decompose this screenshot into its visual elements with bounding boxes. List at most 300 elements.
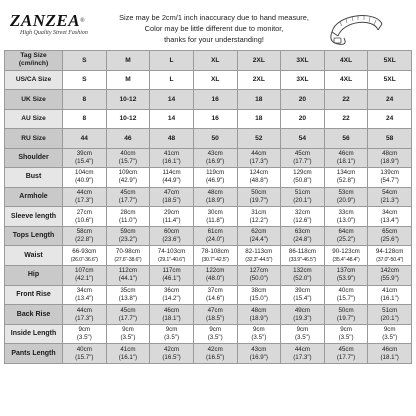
measure-inch-value: (40.9")	[75, 177, 94, 185]
measure-cell	[106, 168, 150, 188]
measure-cell	[63, 324, 107, 344]
size-cell: 24	[368, 90, 412, 110]
note-line-1: Size may be 2cm/1 inch inaccuracy due to hand measure,	[119, 13, 309, 22]
measure-cell	[106, 187, 150, 207]
measure-cell	[237, 285, 281, 305]
measure-row-inside-length	[5, 324, 412, 344]
size-cell: 10-12	[106, 90, 150, 110]
measure-inch-value: (15.4")	[75, 157, 94, 165]
measure-cm-value: 109cm	[118, 169, 138, 177]
measure-cell	[324, 148, 368, 168]
measure-cell	[106, 344, 150, 364]
measure-inch-value: (16.9")	[206, 157, 225, 165]
measure-inch-value: (30.7"-42.5")	[201, 256, 229, 263]
measure-row-back-rise	[5, 305, 412, 325]
measure-inch-value: (17.7")	[336, 353, 356, 361]
measure-inch-value: (33.9"-46.5")	[288, 256, 316, 263]
measure-inch-value: (29.1"-40.6")	[158, 256, 186, 263]
measure-inch-value: (10.6")	[75, 216, 94, 224]
size-cell: XL	[193, 51, 237, 71]
measure-cell	[324, 324, 368, 344]
measure-inch-value: (21.3")	[380, 196, 399, 204]
measure-cm-value: 41cm	[382, 286, 398, 294]
measure-row-label: Hip	[5, 266, 63, 286]
measure-cm-value: 49cm	[294, 306, 310, 314]
measure-cell	[150, 324, 194, 344]
size-cell: 54	[281, 129, 325, 149]
measure-cell	[63, 246, 107, 266]
measure-cell	[106, 266, 150, 286]
measure-cell	[193, 207, 237, 227]
measure-inch-value: (16.9")	[249, 353, 268, 361]
measure-cm-value: 90-123cm	[332, 247, 360, 255]
measure-cm-value: 61cm	[207, 228, 223, 236]
measure-cm-value: 37cm	[207, 286, 223, 294]
brand-logo	[10, 12, 102, 37]
measure-cm-value: 60cm	[163, 228, 180, 236]
measure-inch-value: (3.5")	[164, 334, 180, 342]
measure-cm-value: 62cm	[251, 228, 267, 236]
measure-inch-value: (16.5")	[162, 353, 181, 361]
size-row-uk-size	[5, 90, 412, 110]
measure-cm-value: 35cm	[120, 286, 136, 294]
measure-cm-value: 45cm	[294, 149, 310, 157]
measure-cell	[324, 266, 368, 286]
measure-inch-value: (3.5")	[382, 334, 398, 342]
measure-cm-value: 47cm	[163, 188, 180, 196]
measure-cm-value: 117cm	[162, 267, 181, 275]
measure-cell	[237, 344, 281, 364]
measure-cell	[237, 246, 281, 266]
measure-inch-value: (25.2")	[336, 236, 356, 244]
measure-row-bust	[5, 168, 412, 188]
measure-cell	[193, 168, 237, 188]
measure-inch-value: (13.8")	[118, 294, 138, 302]
measure-cm-value: 40cm	[120, 149, 136, 157]
measure-cell	[193, 226, 237, 246]
measure-inch-value: (19.3")	[293, 314, 312, 322]
measuring-tape-icon	[324, 4, 390, 48]
measure-cm-value: 32cm	[294, 208, 310, 216]
measure-inch-value: (11.0")	[118, 216, 137, 224]
measure-cm-value: 41cm	[120, 345, 136, 353]
measure-cm-value: 70-98cm	[115, 247, 140, 255]
measure-cell	[368, 344, 412, 364]
measure-cell	[193, 266, 237, 286]
size-cell: 3XL	[281, 51, 325, 71]
measure-cm-value: 124cm	[249, 169, 269, 177]
size-cell: 5XL	[368, 51, 412, 71]
measure-cell	[324, 285, 368, 305]
brand-tagline: High Quality Street Fashion	[20, 30, 88, 36]
measure-cell	[63, 207, 107, 227]
measure-cm-value: 44cm	[76, 306, 92, 314]
disclaimer-notes	[104, 12, 324, 45]
measure-inch-value: (46.9")	[206, 177, 225, 185]
measure-cell	[237, 187, 281, 207]
size-cell: 16	[193, 109, 237, 129]
measure-cell	[281, 344, 325, 364]
measure-cell	[368, 246, 412, 266]
measure-cm-value: 9cm	[383, 326, 396, 334]
measure-cm-value: 42cm	[207, 345, 223, 353]
measure-inch-value: (48.8")	[249, 177, 268, 185]
measure-cm-value: 48cm	[382, 149, 398, 157]
measure-cm-value: 46cm	[163, 306, 180, 314]
size-cell: 24	[368, 109, 412, 129]
measure-inch-value: (16.1")	[118, 353, 138, 361]
measure-inch-value: (44.9")	[162, 177, 181, 185]
size-cell: 58	[368, 129, 412, 149]
measure-inch-value: (44.1")	[118, 275, 138, 283]
measure-inch-value: (50.8")	[293, 177, 312, 185]
size-row-tag-size-cm-inch	[5, 51, 412, 71]
measure-cm-value: 42cm	[163, 345, 180, 353]
measure-cm-value: 53cm	[338, 188, 354, 196]
size-cell: 20	[281, 90, 325, 110]
measure-cell	[193, 246, 237, 266]
measure-cm-value: 139cm	[380, 169, 399, 177]
size-cell: 4XL	[324, 70, 368, 90]
size-cell: 22	[324, 109, 368, 129]
measure-cell	[193, 344, 237, 364]
measure-inch-value: (35.4"-48.4")	[332, 256, 360, 263]
size-cell: S	[63, 70, 107, 90]
measure-cm-value: 94-128cm	[375, 247, 404, 255]
size-row-label: US/CA Size	[5, 70, 63, 90]
measure-cm-value: 137cm	[336, 267, 356, 275]
measure-inch-value: (17.7")	[118, 196, 138, 204]
measure-cm-value: 9cm	[296, 326, 309, 334]
measure-row-shoulder	[5, 148, 412, 168]
measure-inch-value: (18.9")	[249, 314, 268, 322]
measure-inch-value: (46.1")	[162, 275, 181, 283]
measure-inch-value: (3.5")	[338, 334, 354, 342]
measure-inch-value: (15.7")	[75, 353, 94, 361]
size-cell: 56	[324, 129, 368, 149]
size-cell: 8	[63, 109, 107, 129]
measure-cm-value: 43cm	[207, 149, 223, 157]
measure-row-label: Front Rise	[5, 285, 63, 305]
measure-inch-value: (13.0")	[336, 216, 356, 224]
size-cell: 4XL	[324, 51, 368, 71]
measure-cell	[281, 266, 325, 286]
size-cell: 2XL	[237, 51, 281, 71]
measure-inch-value: (26.0"-36.6")	[70, 256, 98, 263]
measure-cell	[106, 226, 150, 246]
measure-row-pants-length	[5, 344, 412, 364]
measure-cm-value: 65cm	[382, 228, 398, 236]
measure-inch-value: (11.4")	[162, 216, 181, 224]
measure-cm-value: 50cm	[251, 188, 267, 196]
size-cell: M	[106, 70, 150, 90]
measure-inch-value: (16.1")	[162, 157, 181, 165]
measure-inch-value: (48.0")	[206, 275, 225, 283]
measure-cm-value: 112cm	[118, 267, 137, 275]
measure-cm-value: 48cm	[251, 306, 267, 314]
measure-cm-value: 127cm	[249, 267, 269, 275]
measure-cm-value: 50cm	[338, 306, 354, 314]
measure-inch-value: (18.5")	[206, 314, 225, 322]
measure-cm-value: 39cm	[76, 149, 92, 157]
measure-cm-value: 119cm	[206, 169, 225, 177]
measure-cm-value: 39cm	[294, 286, 310, 294]
measure-inch-value: (17.3")	[75, 314, 94, 322]
measure-row-front-rise	[5, 285, 412, 305]
measure-cm-value: 27cm	[76, 208, 92, 216]
size-cell: 44	[63, 129, 107, 149]
measure-cm-value: 47cm	[207, 306, 223, 314]
measure-cell	[150, 148, 194, 168]
measure-cm-value: 129cm	[293, 169, 312, 177]
measure-cm-value: 9cm	[122, 326, 134, 334]
measure-row-label: Armhole	[5, 187, 63, 207]
measure-cm-value: 34cm	[382, 208, 398, 216]
measure-cm-value: 46cm	[338, 149, 354, 157]
size-cell: 2XL	[237, 70, 281, 90]
measure-inch-value: (52.0")	[293, 275, 312, 283]
measure-inch-value: (16.5")	[206, 353, 225, 361]
measure-cm-value: 38cm	[251, 286, 267, 294]
measure-inch-value: (15.7")	[336, 294, 356, 302]
measure-cm-value: 107cm	[75, 267, 94, 275]
measure-cm-value: 51cm	[382, 306, 398, 314]
measure-cell	[63, 285, 107, 305]
measure-row-label: Sleeve length	[5, 207, 63, 227]
measure-cm-value: 9cm	[78, 326, 91, 334]
size-cell: 46	[106, 129, 150, 149]
measure-cm-value: 104cm	[75, 169, 94, 177]
measure-cell	[63, 148, 107, 168]
measure-cm-value: 44cm	[294, 345, 310, 353]
measure-inch-value: (54.7")	[380, 177, 399, 185]
measure-inch-value: (42.1")	[75, 275, 94, 283]
measure-cm-value: 33cm	[338, 208, 354, 216]
measure-cell	[281, 246, 325, 266]
measure-cell	[324, 187, 368, 207]
measure-cm-value: 58cm	[76, 228, 92, 236]
measure-cm-value: 44cm	[76, 188, 92, 196]
measure-cm-value: 51cm	[294, 188, 310, 196]
measure-cell	[106, 207, 150, 227]
measure-cell	[281, 324, 325, 344]
measure-inch-value: (55.9")	[380, 275, 399, 283]
size-cell: 3XL	[281, 70, 325, 90]
measure-inch-value: (18.1")	[380, 353, 399, 361]
measure-cell	[281, 148, 325, 168]
size-cell: 8	[63, 90, 107, 110]
measure-cell	[193, 324, 237, 344]
size-cell: XL	[193, 70, 237, 90]
size-chart-table	[4, 50, 412, 364]
size-cell: 52	[237, 129, 281, 149]
measure-inch-value: (17.3")	[75, 196, 94, 204]
measure-cell	[281, 226, 325, 246]
measure-cm-value: 63cm	[294, 228, 310, 236]
measure-cell	[237, 168, 281, 188]
measure-cm-value: 45cm	[338, 345, 354, 353]
measure-cell	[63, 266, 107, 286]
measure-cm-value: 142cm	[380, 267, 399, 275]
measure-cell	[193, 285, 237, 305]
measure-cell	[150, 266, 194, 286]
measure-inch-value: (17.3")	[293, 353, 312, 361]
measure-inch-value: (13.4")	[380, 216, 399, 224]
measure-cell	[368, 266, 412, 286]
measure-cm-value: 40cm	[76, 345, 92, 353]
measure-cell	[368, 305, 412, 325]
measure-cell	[237, 305, 281, 325]
measure-cell	[150, 285, 194, 305]
measure-cell	[193, 305, 237, 325]
measure-cell	[193, 148, 237, 168]
measure-cell	[63, 187, 107, 207]
measure-row-label: Inside Length	[5, 324, 63, 344]
measure-cell	[237, 324, 281, 344]
measure-cm-value: 41cm	[163, 149, 180, 157]
measure-inch-value: (17.7")	[118, 314, 138, 322]
measure-inch-value: (24.8")	[293, 236, 312, 244]
registered-mark: ®	[80, 18, 86, 24]
measure-cell	[237, 266, 281, 286]
size-cell: 14	[150, 109, 194, 129]
measure-row-label: Pants Length	[5, 344, 63, 364]
measure-cell	[281, 285, 325, 305]
measure-inch-value: (20.1")	[293, 196, 312, 204]
measure-inch-value: (3.5")	[207, 334, 223, 342]
measure-cm-value: 9cm	[209, 326, 222, 334]
measure-inch-value: (18.1")	[336, 157, 356, 165]
measure-cell	[281, 305, 325, 325]
measurement-rows	[5, 148, 412, 364]
measure-row-armhole	[5, 187, 412, 207]
measure-cm-value: 59cm	[120, 228, 136, 236]
measure-cell	[63, 305, 107, 325]
measure-cm-value: 54cm	[382, 188, 398, 196]
measure-cell	[324, 226, 368, 246]
size-cell: L	[150, 51, 194, 71]
measure-inch-value: (18.5")	[162, 196, 181, 204]
measure-inch-value: (15.4")	[293, 294, 312, 302]
measure-cm-value: 64cm	[338, 228, 354, 236]
size-row-ru-size	[5, 129, 412, 149]
measure-cm-value: 36cm	[163, 286, 180, 294]
measure-inch-value: (20.9")	[336, 196, 356, 204]
size-row-label: UK Size	[5, 90, 63, 110]
measure-inch-value: (16.1")	[380, 294, 399, 302]
size-row-au-size	[5, 109, 412, 129]
measure-inch-value: (12.2")	[249, 216, 268, 224]
size-row-label: Tag Size (cm/inch)	[5, 51, 63, 71]
measure-cm-value: 9cm	[340, 326, 352, 334]
measure-cell	[368, 148, 412, 168]
size-cell: L	[150, 70, 194, 90]
measure-row-label: Bust	[5, 168, 63, 188]
measure-cell	[150, 168, 194, 188]
measure-inch-value: (3.5")	[251, 334, 267, 342]
measure-cell	[106, 148, 150, 168]
size-chart-header	[4, 4, 412, 50]
measure-cm-value: 82-113cm	[245, 247, 273, 255]
measure-cm-value: 122cm	[205, 267, 225, 275]
measure-inch-value: (20.1")	[380, 314, 399, 322]
measure-cell	[150, 187, 194, 207]
measure-cm-value: 29cm	[163, 208, 180, 216]
measure-cell	[150, 226, 194, 246]
measure-inch-value: (14.2")	[162, 294, 181, 302]
measure-cm-value: 34cm	[76, 286, 92, 294]
measure-cell	[281, 187, 325, 207]
measure-cell	[281, 207, 325, 227]
size-row-label: RU Size	[5, 129, 63, 149]
measure-inch-value: (11.8")	[206, 216, 225, 224]
measure-cm-value: 40cm	[338, 286, 354, 294]
size-cell: 50	[193, 129, 237, 149]
measure-inch-value: (24.4")	[249, 236, 268, 244]
measure-row-label: Tops Length	[5, 226, 63, 246]
measure-cell	[63, 344, 107, 364]
brand-name: ZANZEA	[10, 11, 81, 30]
measure-inch-value: (52.8")	[336, 177, 356, 185]
measure-cell	[324, 246, 368, 266]
measure-cm-value: 86-118cm	[288, 247, 316, 255]
note-line-2: Color may be little different due to monitor,	[144, 24, 284, 33]
measure-cm-value: 48cm	[207, 188, 223, 196]
size-cell: S	[63, 51, 107, 71]
measure-cell	[324, 305, 368, 325]
measure-inch-value: (15.7")	[118, 157, 138, 165]
measure-cm-value: 9cm	[165, 326, 178, 334]
measure-cell	[193, 187, 237, 207]
measure-inch-value: (32.3"-44.5")	[245, 256, 273, 263]
size-row-us-ca-size	[5, 70, 412, 90]
measure-cell	[237, 207, 281, 227]
measure-cm-value: 28cm	[120, 208, 136, 216]
measure-cell	[106, 246, 150, 266]
measure-row-label: Waist	[5, 246, 63, 266]
measure-cm-value: 134cm	[336, 169, 356, 177]
measure-row-waist	[5, 246, 412, 266]
measure-cell	[368, 168, 412, 188]
measure-inch-value: (17.7")	[293, 157, 312, 165]
measure-cm-value: 78-108cm	[201, 247, 229, 255]
size-cell: 48	[150, 129, 194, 149]
measure-cm-value: 44cm	[251, 149, 267, 157]
measure-cell	[106, 324, 150, 344]
measure-cm-value: 66-93cm	[72, 247, 97, 255]
measure-cm-value: 132cm	[293, 267, 312, 275]
measure-inch-value: (53.9")	[336, 275, 356, 283]
note-line-3: thanks for your understanding!	[164, 35, 264, 44]
measure-cell	[106, 285, 150, 305]
measure-inch-value: (18.9")	[206, 196, 225, 204]
measure-cm-value: 43cm	[251, 345, 267, 353]
measure-cell	[150, 305, 194, 325]
size-cell: 20	[281, 109, 325, 129]
measure-inch-value: (15.0")	[249, 294, 268, 302]
measure-cell	[368, 187, 412, 207]
measure-cm-value: 45cm	[120, 306, 136, 314]
measure-inch-value: (3.5")	[76, 334, 92, 342]
size-row-label: AU Size	[5, 109, 63, 129]
measure-cell	[150, 207, 194, 227]
measure-cell	[324, 168, 368, 188]
measure-inch-value: (37.0"-50.4")	[376, 256, 404, 263]
measure-inch-value: (27.6"-38.6")	[114, 256, 142, 263]
measure-inch-value: (18.9")	[380, 157, 399, 165]
measure-row-label: Shoulder	[5, 148, 63, 168]
measure-cm-value: 45cm	[120, 188, 136, 196]
